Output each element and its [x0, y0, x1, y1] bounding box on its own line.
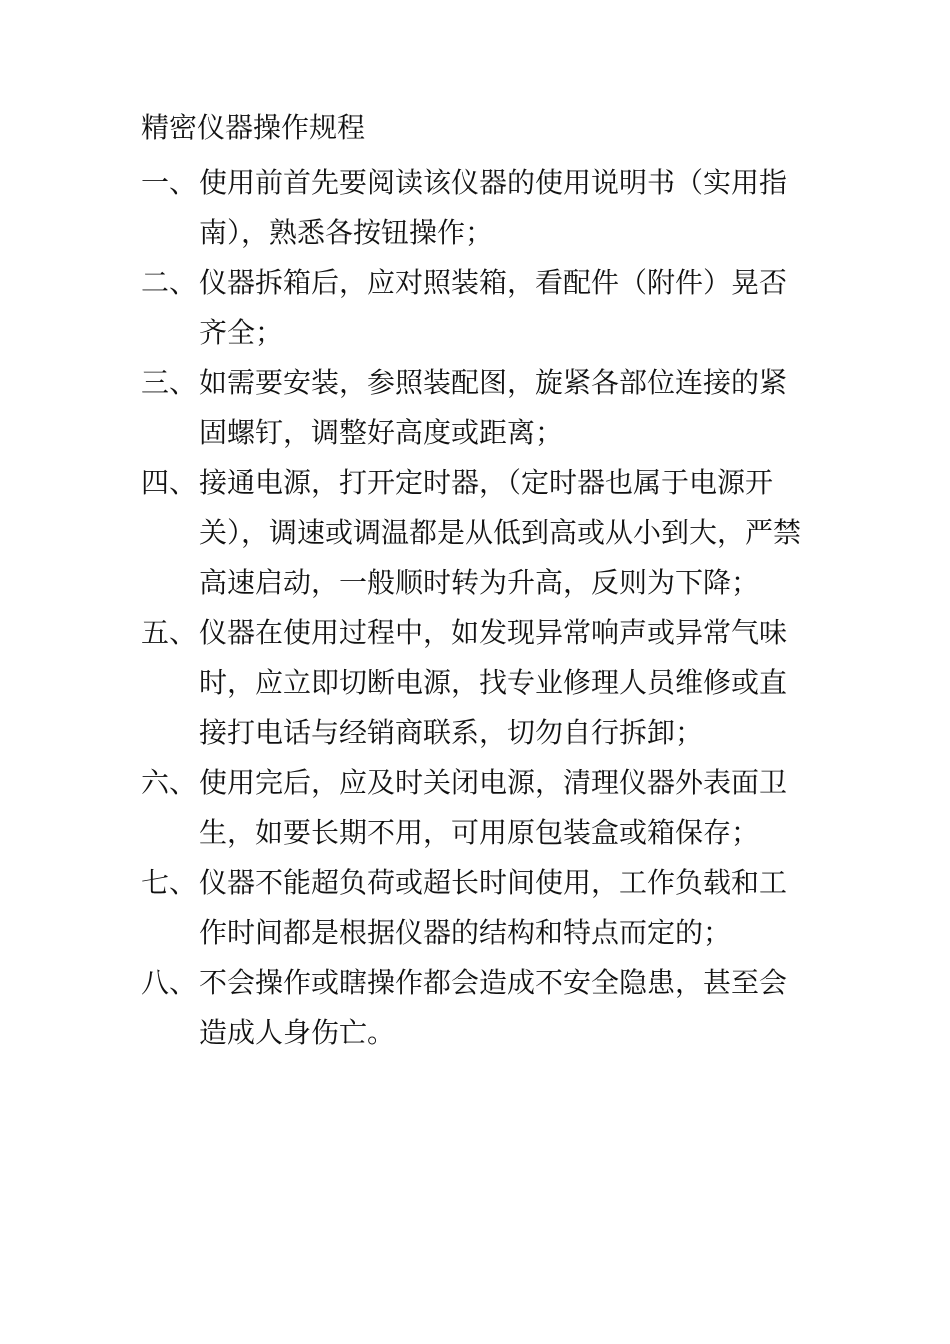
rule-item-7 — [141, 858, 811, 958]
rule-text-5: 仪器在使用过程中，如发现异常响声或异常气味时，应立即切断电源，找专业修理人员维修或直接打电话与经销商联系，切勿自行拆卸； — [199, 616, 788, 749]
rule-item-8 — [141, 958, 811, 1058]
rule-text-3: 如需要安装，参照装配图，旋紧各部位连接的紧固螺钉，调整好高度或距离； — [199, 366, 788, 449]
document-title: 精密仪器操作规程 — [141, 111, 366, 144]
rule-item-4 — [141, 458, 811, 608]
rule-text-1: 使用前首先要阅读该仪器的使用说明书（实用指南），熟悉各按钮操作； — [199, 166, 788, 249]
rule-marker-2: 二、 — [141, 266, 198, 299]
rule-text-2: 仪器拆箱后，应对照装箱，看配件（附件）晃否齐全； — [199, 266, 788, 349]
rule-text-6: 使用完后，应及时关闭电源，清理仪器外表面卫生，如要长期不用，可用原包装盒或箱保存； — [199, 766, 788, 849]
rule-marker-7: 七、 — [141, 866, 198, 899]
rule-marker-1: 一、 — [141, 166, 198, 199]
rule-item-1 — [141, 158, 811, 258]
rule-item-5 — [141, 608, 811, 758]
rule-list — [141, 158, 811, 1058]
rule-marker-3: 三、 — [141, 366, 198, 399]
rule-item-3 — [141, 358, 811, 458]
rule-text-8: 不会操作或瞎操作都会造成不安全隐患，甚至会造成人身伤亡。 — [199, 966, 788, 1049]
rule-marker-8: 八、 — [141, 966, 198, 999]
rule-text-7: 仪器不能超负荷或超长时间使用，工作负载和工作时间都是根据仪器的结构和特点而定的； — [199, 866, 788, 949]
rule-marker-6: 六、 — [141, 766, 198, 799]
rule-text-4: 接通电源，打开定时器，（定时器也属于电源开关），调速或调温都是从低到高或从小到大，严禁高速启动，一般顺时转为升高，反则为下降； — [199, 466, 802, 599]
rule-item-2 — [141, 258, 811, 358]
rule-marker-5: 五、 — [141, 616, 198, 649]
rule-marker-4: 四、 — [141, 466, 198, 499]
rule-item-6 — [141, 758, 811, 858]
